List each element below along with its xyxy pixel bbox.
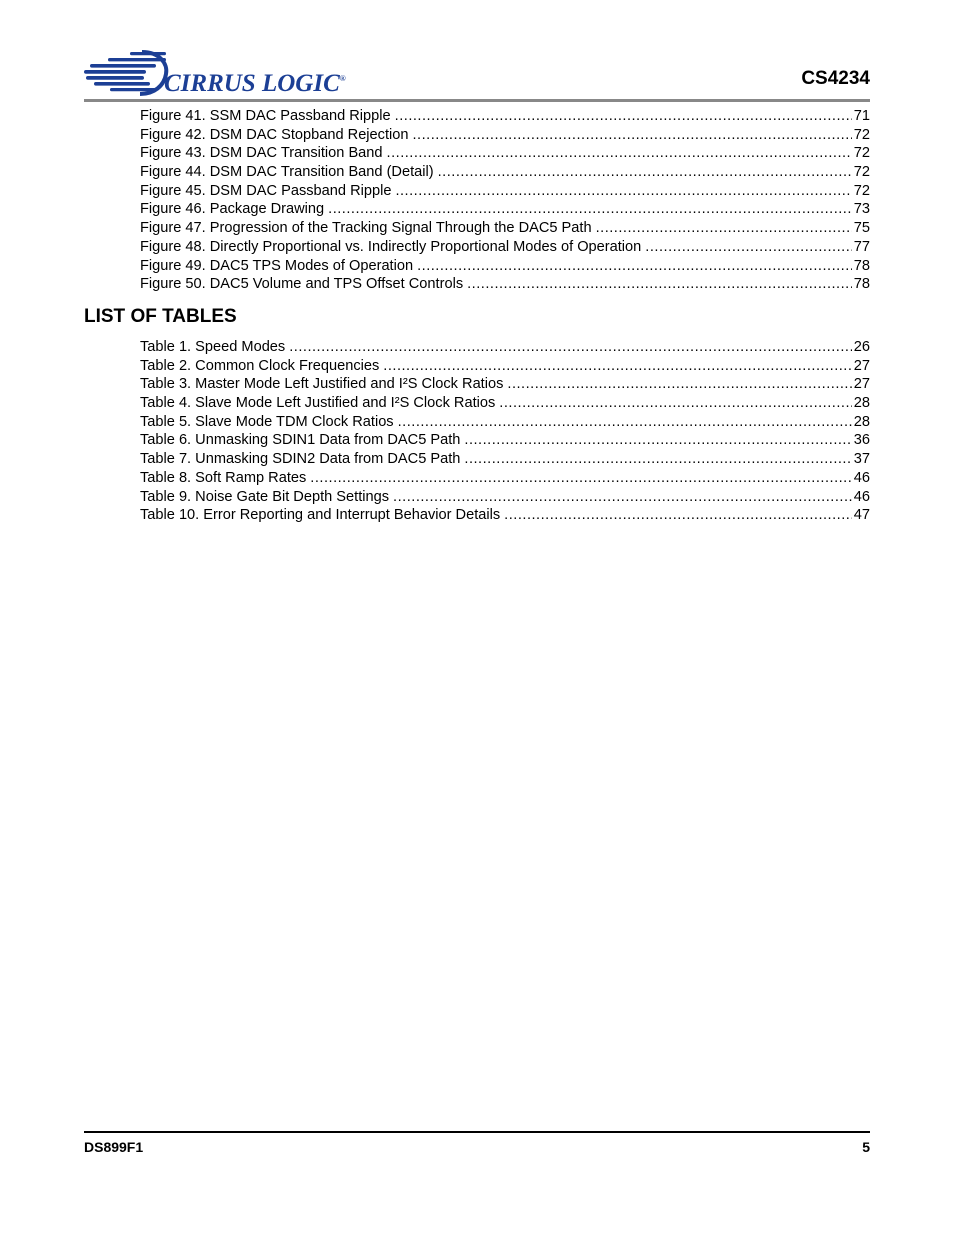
toc-entry[interactable] — [140, 450, 870, 469]
toc-dot-leader — [393, 488, 852, 507]
toc-entry[interactable] — [140, 182, 870, 201]
toc-entry-page: 36 — [853, 432, 870, 449]
page-number: 5 — [862, 1139, 870, 1155]
toc-dot-leader — [310, 469, 851, 488]
toc-entry[interactable] — [140, 275, 870, 294]
toc-dot-leader — [464, 431, 851, 450]
toc-entry-page: 78 — [853, 257, 870, 274]
toc-dot-leader — [467, 275, 852, 294]
toc-entry-page: 37 — [853, 451, 870, 468]
toc-entry-title: Figure 43. DSM DAC Transition Band — [140, 145, 383, 162]
toc-entry-title: Table 8. Soft Ramp Rates — [140, 469, 307, 486]
toc-entry[interactable] — [140, 238, 870, 257]
document-title: CS4234 — [801, 68, 870, 89]
toc-entry-page: 47 — [853, 507, 870, 524]
toc-entry[interactable] — [140, 126, 870, 145]
toc-dot-leader — [645, 238, 851, 257]
list-of-tables-heading: LIST OF TABLES — [84, 306, 237, 327]
toc-entry-title: Figure 44. DSM DAC Transition Band (Detail) — [140, 164, 434, 181]
toc-entry-page: 77 — [853, 238, 870, 255]
toc-dot-leader — [507, 375, 851, 394]
toc-entry-page: 28 — [853, 413, 870, 430]
toc-entry[interactable] — [140, 257, 870, 276]
cirrus-logic-logo — [84, 48, 354, 100]
toc-entry-page: 72 — [853, 126, 870, 143]
toc-entry-page: 27 — [853, 376, 870, 393]
toc-entry-page: 72 — [853, 145, 870, 162]
toc-entry[interactable] — [140, 488, 870, 507]
toc-entry-title: Figure 46. Package Drawing — [140, 201, 325, 218]
toc-dot-leader — [387, 144, 852, 163]
toc-entry[interactable] — [140, 394, 870, 413]
toc-entry-page: 46 — [853, 469, 870, 486]
toc-entry-title: Table 10. Error Reporting and Interrupt Behavior Details — [140, 507, 501, 524]
toc-entry-page: 26 — [853, 339, 870, 355]
toc-entry-title: Figure 48. Directly Proportional vs. Indirectly Proportional Modes of Operation — [140, 238, 642, 255]
page-header — [84, 44, 870, 104]
toc-entry-title: Figure 50. DAC5 Volume and TPS Offset Controls — [140, 276, 464, 293]
toc-dot-leader — [464, 450, 851, 469]
toc-entry[interactable] — [140, 469, 870, 488]
toc-entry-page: 72 — [853, 182, 870, 199]
header-divider — [84, 99, 870, 102]
toc-entry-page: 73 — [853, 201, 870, 218]
toc-entry-page: 72 — [853, 164, 870, 181]
toc-dot-leader — [438, 163, 852, 182]
toc-entry[interactable] — [140, 338, 870, 357]
toc-entry-page: 78 — [853, 276, 870, 293]
toc-entry[interactable] — [140, 431, 870, 450]
list-of-tables — [140, 338, 870, 525]
toc-entry-title: Figure 49. DAC5 TPS Modes of Operation — [140, 257, 414, 274]
toc-entry[interactable] — [140, 357, 870, 376]
toc-entry-title: Figure 47. Progression of the Tracking Signal Through the DAC5 Path — [140, 220, 592, 237]
toc-entry[interactable] — [140, 107, 870, 126]
toc-entry-title: Figure 41. SSM DAC Passband Ripple — [140, 108, 391, 124]
toc-entry-page: 75 — [853, 220, 870, 237]
toc-entry-page: 28 — [853, 395, 870, 412]
toc-entry-title: Figure 42. DSM DAC Stopband Rejection — [140, 126, 409, 143]
toc-entry-page: 71 — [853, 108, 870, 124]
toc-dot-leader — [504, 506, 852, 525]
document-number: DS899F1 — [84, 1139, 144, 1155]
toc-dot-leader — [328, 200, 852, 219]
toc-entry-title: Table 7. Unmasking SDIN2 Data from DAC5 Path — [140, 451, 461, 468]
toc-entry-title: Table 3. Master Mode Left Justified and I²S Clock Ratios — [140, 376, 504, 393]
toc-entry-page: 46 — [853, 488, 870, 505]
toc-dot-leader — [398, 413, 852, 432]
toc-entry[interactable] — [140, 144, 870, 163]
toc-entry[interactable] — [140, 200, 870, 219]
toc-dot-leader — [383, 357, 851, 376]
toc-entry-title: Figure 45. DSM DAC Passband Ripple — [140, 182, 392, 199]
toc-dot-leader — [395, 182, 851, 201]
toc-entry-title: Table 4. Slave Mode Left Justified and I²S Clock Ratios — [140, 395, 496, 412]
toc-entry-title: Table 5. Slave Mode TDM Clock Ratios — [140, 413, 394, 430]
toc-entry[interactable] — [140, 413, 870, 432]
toc-dot-leader — [413, 126, 852, 145]
toc-entry-title: Table 2. Common Clock Frequencies — [140, 357, 380, 374]
toc-dot-leader — [289, 338, 852, 357]
toc-dot-leader — [499, 394, 851, 413]
toc-entry[interactable] — [140, 163, 870, 182]
list-of-figures — [140, 107, 870, 294]
toc-dot-leader — [596, 219, 852, 238]
toc-entry-title: Table 6. Unmasking SDIN1 Data from DAC5 Path — [140, 432, 461, 449]
toc-entry[interactable] — [140, 506, 870, 525]
toc-entry[interactable] — [140, 219, 870, 238]
toc-entry-page: 27 — [853, 357, 870, 374]
toc-dot-leader — [417, 257, 852, 276]
logo-wordmark: CIRRUS LOGIC® — [164, 70, 346, 97]
toc-dot-leader — [395, 107, 852, 126]
toc-entry[interactable] — [140, 375, 870, 394]
toc-entry-title: Table 1. Speed Modes — [140, 339, 286, 355]
toc-entry-title: Table 9. Noise Gate Bit Depth Settings — [140, 488, 390, 505]
footer-divider — [84, 1131, 870, 1133]
